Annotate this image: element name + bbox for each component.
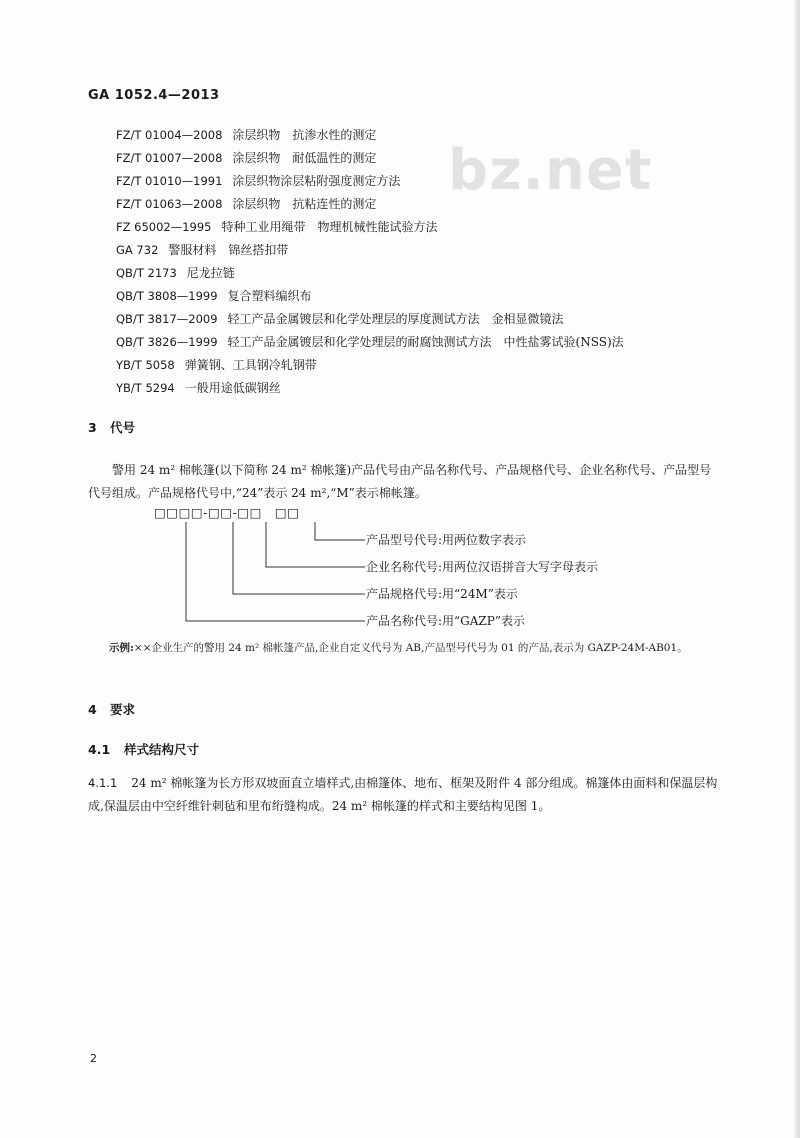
- reference-title: 一般用途低碳钢丝: [184, 381, 281, 395]
- reference-item: [116, 239, 624, 262]
- section-title: 代号: [110, 420, 136, 435]
- page-edge-shadow: [794, 0, 800, 1138]
- annotation-enterprise-code: 企业名称代号:用两位汉语拼音大写字母表示: [366, 560, 599, 574]
- section-4-heading: [88, 700, 135, 718]
- section-number: 4: [88, 702, 97, 717]
- reference-code: FZ/T 01007—2008: [116, 151, 223, 165]
- standard-header: GA 1052.4—2013: [88, 88, 220, 103]
- clause-number: 4.1.1: [88, 776, 118, 790]
- reference-item: [116, 354, 624, 377]
- section-title: 要求: [110, 702, 136, 717]
- reference-item: [116, 124, 624, 147]
- page-number: 2: [90, 1052, 97, 1065]
- reference-title: 尼龙拉链: [186, 266, 235, 280]
- subsection-title: 样式结构尺寸: [124, 742, 200, 757]
- reference-title: 弹簧钢、工具钢冷轧钢带: [184, 358, 317, 372]
- annotation-spec-code: 产品规格代号:用“24M”表示: [366, 587, 518, 601]
- reference-title: 轻工产品金属镀层和化学处理层的耐腐蚀测试方法 中性盐雾试验(NSS)法: [227, 335, 624, 349]
- reference-title: 涂层织物 抗渗水性的测定: [232, 128, 377, 142]
- reference-item: [116, 285, 624, 308]
- reference-code: QB/T 2173: [116, 266, 177, 280]
- reference-code: FZ/T 01004—2008: [116, 128, 223, 142]
- reference-code: YB/T 5058: [116, 358, 175, 372]
- reference-title: 轻工产品金属镀层和化学处理层的厚度测试方法 金相显微镜法: [227, 312, 564, 326]
- subsection-4-1-heading: [88, 740, 199, 758]
- reference-code: FZ/T 01010—1991: [116, 174, 223, 188]
- reference-code: QB/T 3808—1999: [116, 289, 218, 303]
- example-text: ××企业生产的警用 24 m² 棉帐篷产品,企业自定义代号为 AB,产品型号代号为 01 的产品,表示为 GAZP-24M-AB01。: [133, 642, 688, 654]
- reference-title: 复合塑料编织布: [227, 289, 312, 303]
- reference-code: QB/T 3817—2009: [116, 312, 218, 326]
- reference-item: [116, 331, 624, 354]
- reference-item: [116, 193, 624, 216]
- reference-title: 特种工业用绳带 物理机械性能试验方法: [221, 220, 438, 234]
- annotation-name-code: 产品名称代号:用“GAZP”表示: [366, 614, 525, 628]
- reference-code: GA 732: [116, 243, 159, 257]
- reference-title: 涂层织物涂层粘附强度测定方法: [232, 174, 401, 188]
- reference-item: [116, 377, 624, 400]
- watermark: bz.net: [448, 138, 653, 203]
- reference-item: [116, 147, 624, 170]
- section-3-paragraph: 警用 24 m² 棉帐篷(以下简称 24 m² 棉帐篷)产品代号由产品名称代号、产品规格代号、企业名称代号、产品型号代号组成。产品规格代号中,“24”表示 24 m²,“M”表示棉帐篷。: [88, 463, 712, 500]
- clause-4-1-1: [88, 772, 718, 818]
- reference-title: 警服材料 锦丝搭扣带: [168, 243, 289, 257]
- reference-item: [116, 216, 624, 239]
- reference-item: [116, 308, 624, 331]
- annotation-model-code: 产品型号代号:用两位数字表示: [366, 533, 527, 547]
- code-pattern: □□□□-□□-□□ □□: [154, 505, 300, 520]
- reference-code: FZ 65002—1995: [116, 220, 212, 234]
- subsection-number: 4.1: [88, 742, 111, 757]
- clause-text: 24 m² 棉帐篷为长方形双坡面直立墙样式,由棉篷体、地布、框架及附件 4 部分组成。棉篷体由面料和保温层构成,保温层由中空纤维针刺毡和里布绗缝构成。24 m² 棉帐篷的样式和主要结构见图 1。: [88, 776, 718, 813]
- reference-title: 涂层织物 抗粘连性的测定: [232, 197, 377, 211]
- reference-code: QB/T 3826—1999: [116, 335, 218, 349]
- reference-item: [116, 262, 624, 285]
- reference-item: [116, 170, 624, 193]
- reference-title: 涂层织物 耐低温性的测定: [232, 151, 377, 165]
- reference-list: [116, 124, 624, 400]
- reference-code: FZ/T 01063—2008: [116, 197, 223, 211]
- reference-code: YB/T 5294: [116, 381, 175, 395]
- section-3-heading: [88, 418, 135, 436]
- example-note: [88, 638, 718, 659]
- example-label: 示例:: [109, 642, 134, 654]
- section-number: 3: [88, 420, 97, 435]
